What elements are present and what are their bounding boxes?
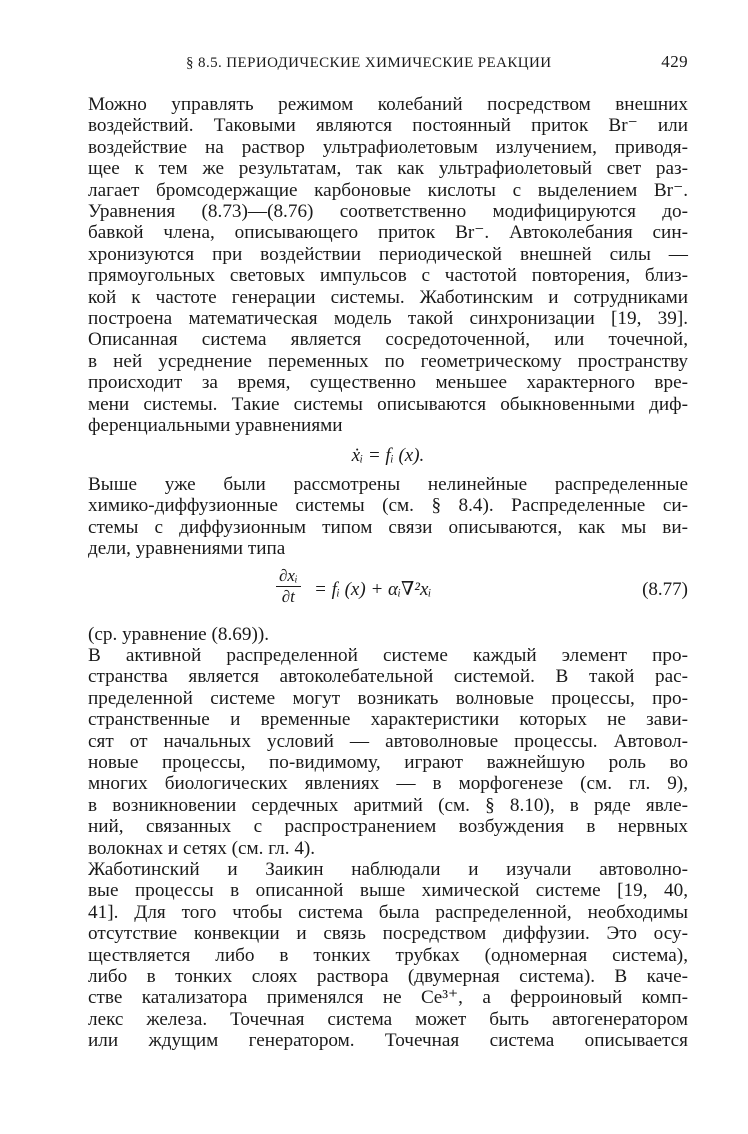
equation-number: (8.77) [642,578,688,600]
text-line: происходит за время, существенно меньшее характерного вре- [88,372,688,394]
text-line: построена математическая модель такой синхронизации [19, 39]. [88,308,688,330]
text-line: воздействий. Таковыми являются постоянный приток Br⁻ или [88,115,688,137]
book-page [88,52,688,1052]
text-line: многих биологических явлениях — в морфогенезе (см. гл. 9), [88,773,688,795]
text-line: мени системы. Такие системы описываются обыкновенными диф- [88,393,688,415]
text-line: Жаботинский и Заикин наблюдали и изучали автоволно- [88,859,688,880]
text-line: (ср. уравнение (8.69)). [88,623,270,645]
text-line: новые процессы, по-видимому, играют важнейшую роль во [88,751,688,773]
text-line: стве катализатора применялся не Ce³⁺, а ферроиновый комп- [88,987,688,1009]
partial-derivative-fraction [276,566,301,607]
running-title: § 8.5. ПЕРИОДИЧЕСКИЕ ХИМИЧЕСКИЕ РЕАКЦИИ [186,55,552,71]
paragraph-5 [88,645,688,859]
text-line: хронизуются при воздействии периодической внешней силы — [88,243,688,265]
text-line: щее к тем же результатам, так как ультрафиолетовый свет раз- [88,158,688,180]
text-line: в ней усреднение переменных по геометрическому пространству [88,350,688,372]
text-line: Уравнения (8.73)—(8.76) соответственно модифицируются до- [88,201,688,223]
text-line: странственные и временные характеристики которых не зави- [88,709,688,731]
text-line: стемы с диффузионным типом связи описываются, как мы ви- [88,516,688,538]
text-line: в возникновении сердечных аритмий (см. § 8.10), в ряде явле- [88,794,688,816]
fraction-numerator: ∂xᵢ [276,566,301,587]
text-line: либо в тонких слоях раствора (двумерная система). В каче- [88,966,688,988]
page-number: 429 [661,52,688,71]
page-body [88,94,688,1052]
equation-ode: ẋᵢ = fᵢ (x). [351,444,425,466]
paragraph-6 [88,859,688,1052]
text-line: вые процессы в описанной выше химической системе [19, 40, [88,880,688,902]
text-line: химико-диффузионные системы (см. § 8.4). Распределенные си- [88,495,688,517]
equation-8-77 [88,562,688,620]
text-line: Выше уже были рассмотрены нелинейные распределенные [88,473,688,495]
text-line: волокнах и сетях (см. гл. 4). [88,837,316,859]
text-line: В активной распределенной системе каждый элемент про- [88,644,688,666]
text-line: ний, связанных с распространением возбуждения в нервных [88,816,688,838]
text-line: Можно управлять режимом колебаний посредством внешних [88,94,688,115]
text-line: сят от начальных условий — автоволновые процессы. Автовол- [88,730,688,752]
paragraph-1 [88,94,688,329]
paragraph-3 [88,474,688,560]
text-line: 41]. Для того чтобы система была распределенной, необходимы [88,901,688,923]
text-line: лагает бромсодержащие карбоновые кислоты с выделением Br⁻. [88,179,688,201]
equation-rhs: = fᵢ (x) + αᵢ∇²xᵢ [314,578,432,600]
fraction-denominator: ∂t [281,586,295,606]
text-line: Описанная система является сосредоточенной, или точечной, [88,329,688,351]
text-line: отсутствие конвекции и связь посредством диффузии. Это осу- [88,923,688,945]
page-header [88,52,688,78]
paragraph-2 [88,329,688,436]
text-line: кой к частоте генерации системы. Жаботинским и сотрудниками [88,286,688,308]
text-line: бавкой члена, описывающего приток Br⁻. Автоколебания син- [88,222,688,244]
text-line: ференциальными уравнениями [88,415,343,437]
text-line: прямоугольных световых импульсов с частотой повторения, близ- [88,265,688,287]
text-line: ществляется либо в тонких трубках (одномерная система), [88,944,688,966]
text-line: странства является автоколебательной системой. В такой рас- [88,666,688,688]
text-line: дели, уравнениями типа [88,538,286,560]
text-line: воздействие на раствор ультрафиолетовым излучением, приводя- [88,136,688,158]
paragraph-4 [88,624,688,645]
text-line: пределенной системе могут возникать волновые процессы, про- [88,687,688,709]
text-line: или ждущим генератором. Точечная система описывается [88,1030,688,1052]
text-line: лекс железа. Точечная система может быть автогенератором [88,1008,688,1030]
